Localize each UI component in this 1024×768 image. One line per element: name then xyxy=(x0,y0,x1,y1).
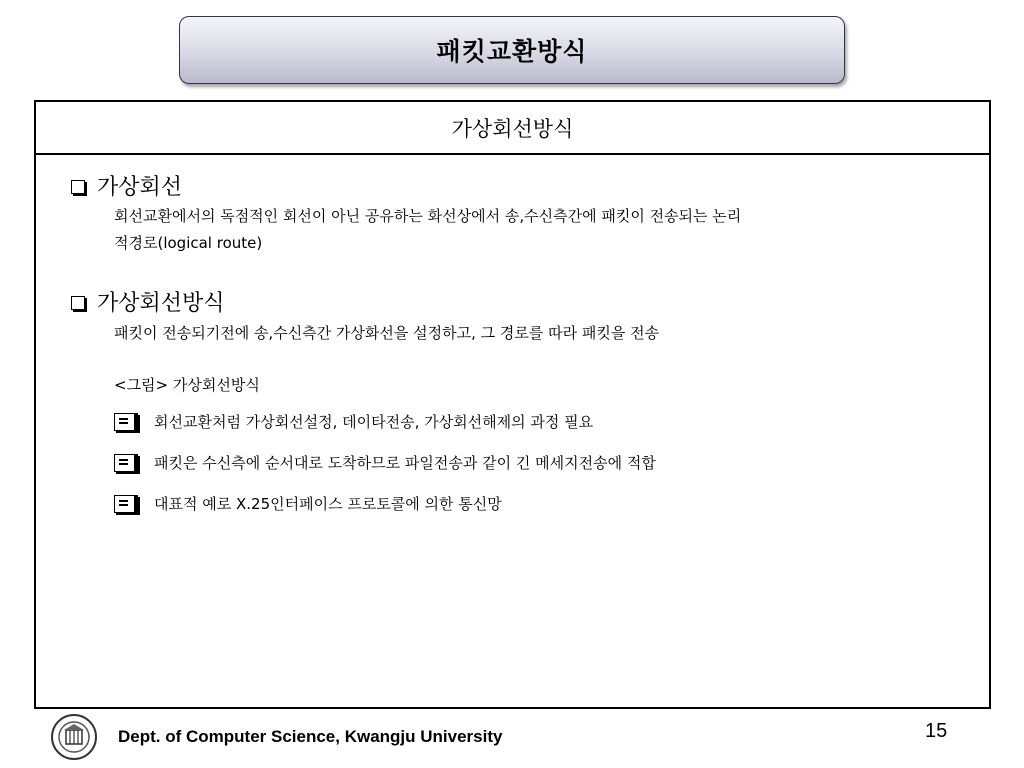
page-number: 15 xyxy=(925,720,948,742)
slide-title: 패킷교환방식 xyxy=(436,37,588,66)
description-line: 패킷이 전송되기전에 송,수신측간 가상화선을 설정하고, 그 경로를 따라 패킷을 전송 xyxy=(114,324,660,342)
list-bullet-icon xyxy=(114,454,138,472)
list-item-text: 패킷은 수신측에 순서대로 도착하므로 파일전송과 같이 긴 메세지전송에 적합 xyxy=(154,454,656,472)
list-item xyxy=(114,411,593,432)
figure-caption: <그림> 가상회선방식 xyxy=(114,376,260,394)
checkbox-bullet-icon xyxy=(71,180,85,194)
description-line: 회선교환에서의 독점적인 회선이 아닌 공유하는 화선상에서 송,수신측간에 패킷이 전송되는 논리 xyxy=(114,207,742,225)
section-heading xyxy=(71,286,225,317)
list-bullet-icon xyxy=(114,495,138,513)
footer-department: Dept. of Computer Science, Kwangju University xyxy=(118,727,503,746)
slide-subtitle: 가상회선방식 xyxy=(451,116,574,141)
checkbox-bullet-icon xyxy=(71,296,85,310)
section-heading xyxy=(71,170,182,201)
section-heading-text: 가상회선방식 xyxy=(97,291,225,316)
section-heading-text: 가상회선 xyxy=(97,175,183,200)
list-item-text: 회선교환처럼 가상회선설정, 데이타전송, 가상회선해제의 과정 필요 xyxy=(154,413,594,431)
section2-description xyxy=(114,320,964,347)
footer xyxy=(50,708,1010,768)
section1-description xyxy=(114,203,964,257)
university-seal-icon xyxy=(50,713,98,761)
description-line: 적경로(logical route) xyxy=(114,234,263,252)
list-item xyxy=(114,452,656,473)
section-virtual-circuit-method xyxy=(71,286,225,317)
section-virtual-circuit xyxy=(71,170,182,201)
content-frame xyxy=(34,100,991,709)
list-item-text: 대표적 예로 X.25인터페이스 프로토콜에 의한 통신망 xyxy=(154,495,502,513)
list-bullet-icon xyxy=(114,413,138,431)
list-item xyxy=(114,493,502,514)
subtitle-bar xyxy=(36,102,989,155)
title-banner xyxy=(179,16,845,84)
